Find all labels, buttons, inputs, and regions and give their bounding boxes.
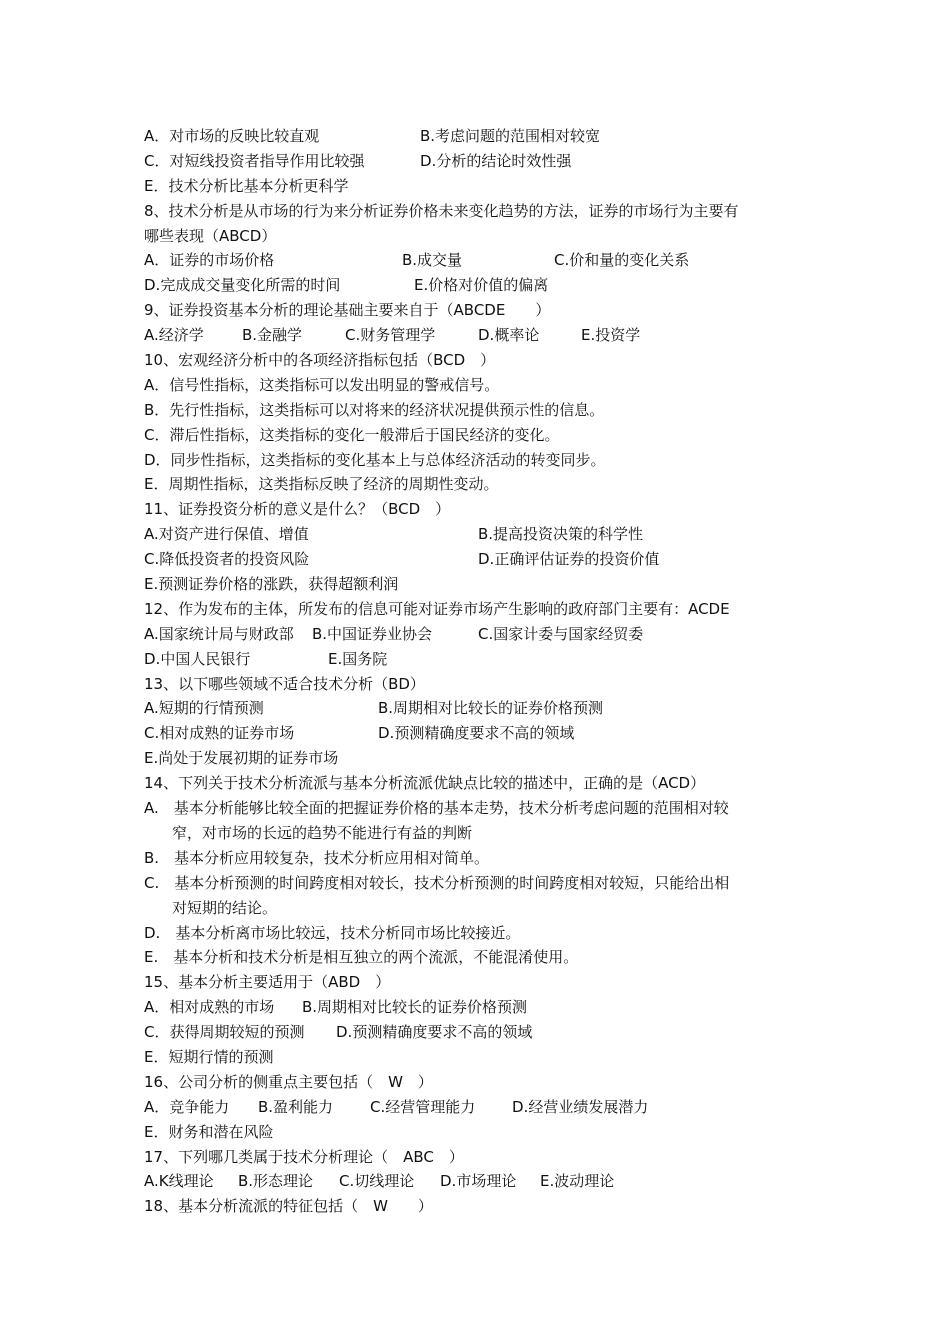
text-line: E. 基本分析和技术分析是相互独立的两个流派，不能混淆使用。 — [144, 948, 579, 967]
text-line: 12、作为发布的主体，所发布的信息可能对证券市场产生影响的政府部门主要有：ACDE — [144, 599, 730, 618]
text-line — [144, 995, 816, 1020]
option-text: D.预测精确度要求不高的领域 — [336, 1023, 533, 1042]
text-line — [144, 647, 816, 672]
option-text: C．对短线投资者指导作用比较强 — [144, 151, 365, 170]
document-body — [144, 124, 816, 1219]
text-line: D. 基本分析离市场比较远，技术分析同市场比较接近。 — [144, 923, 521, 942]
text-line: C. 基本分析预测的时间跨度相对较长，技术分析预测的时间跨度相对较短，只能给出相 — [144, 873, 730, 892]
text-line: C．滞后性指标，这类指标的变化一般滞后于国民经济的变化。 — [144, 425, 560, 444]
text-line — [144, 622, 816, 647]
text-line: E．短期行情的预测 — [144, 1047, 274, 1066]
text-line — [144, 124, 816, 149]
option-text: D.经营业绩发展潜力 — [512, 1097, 649, 1116]
option-text: A.短期的行情预测 — [144, 699, 264, 718]
option-text: D.概率论 — [478, 326, 540, 345]
option-text: B.周期相对比较长的证券价格预测 — [302, 998, 528, 1017]
option-text: D.预测精确度要求不高的领域 — [378, 724, 575, 743]
text-line — [144, 273, 816, 298]
text-line: 哪些表现（ABCD） — [144, 226, 277, 245]
option-text: C.经营管理能力 — [370, 1097, 476, 1116]
option-text: D.市场理论 — [440, 1172, 517, 1191]
text-line: 8、技术分析是从市场的行为来分析证券价格未来变化趋势的方法，证券的市场行为主要有 — [144, 201, 739, 220]
text-line: 17、下列哪几类属于技术分析理论（ ABC ） — [144, 1147, 464, 1166]
option-text: E.国务院 — [328, 649, 388, 668]
option-text: D.中国人民银行 — [144, 649, 251, 668]
text-line — [144, 149, 816, 174]
text-line: E.尚处于发展初期的证券市场 — [144, 749, 339, 768]
option-text: E.投资学 — [581, 326, 641, 345]
option-text: C.降低投资者的投资风险 — [144, 550, 310, 569]
option-text: C.切线理论 — [339, 1172, 415, 1191]
text-line: A．信号性指标，这类指标可以发出明显的警戒信号。 — [144, 375, 500, 394]
text-line: E．财务和潜在风险 — [144, 1122, 274, 1141]
option-text: B.成交量 — [402, 251, 463, 270]
option-text: D.正确评估证券的投资价值 — [478, 550, 660, 569]
option-text: B.周期相对比较长的证券价格预测 — [378, 699, 604, 718]
text-line: 10、宏观经济分析中的各项经济指标包括（BCD ） — [144, 351, 496, 370]
option-text: A.国家统计局与财政部 — [144, 624, 294, 643]
text-line — [144, 1095, 816, 1120]
option-text: A．对市场的反映比较直观 — [144, 127, 320, 145]
option-text: B.盈利能力 — [258, 1097, 334, 1116]
option-text: A.对资产进行保值、增值 — [144, 525, 309, 544]
option-text: C.相对成熟的证券市场 — [144, 724, 295, 743]
text-line — [144, 522, 816, 547]
text-line — [144, 547, 816, 572]
text-line: E．技术分析比基本分析更科学 — [144, 176, 349, 195]
text-line: 对短期的结论。 — [172, 898, 278, 917]
option-text: C.国家计委与国家经贸委 — [478, 624, 644, 643]
option-text: C．获得周期较短的预测 — [144, 1023, 305, 1042]
option-text: B.形态理论 — [238, 1172, 314, 1191]
text-line: 13、以下哪些领域不适合技术分析（BD） — [144, 674, 425, 693]
option-text: B.考虑问题的范围相对较宽 — [420, 127, 601, 145]
text-line: 16、公司分析的侧重点主要包括（ W ） — [144, 1072, 433, 1091]
option-text: A.K线理论 — [144, 1172, 214, 1191]
option-text: E.波动理论 — [540, 1172, 615, 1191]
option-text: A．相对成熟的市场 — [144, 998, 275, 1017]
option-text: B.中国证券业协会 — [312, 624, 433, 643]
text-line — [144, 1020, 816, 1045]
text-line: B. 基本分析应用较复杂，技术分析应用相对简单。 — [144, 848, 490, 867]
text-line: A. 基本分析能够比较全面的把握证券价格的基本走势，技术分析考虑问题的范围相对较 — [144, 799, 729, 818]
option-text: A．证券的市场价格 — [144, 251, 275, 270]
text-line: 14、下列关于技术分析流派与基本分析流派优缺点比较的描述中，正确的是（ACD） — [144, 774, 706, 793]
text-line: 15、基本分析主要适用于（ABD ） — [144, 973, 391, 992]
text-line — [144, 721, 816, 746]
option-text: B.提高投资决策的科学性 — [478, 525, 644, 544]
option-text: C.财务管理学 — [345, 326, 436, 345]
text-line — [144, 248, 816, 273]
text-line: B．先行性指标，这类指标可以对将来的经济状况提供预示性的信息。 — [144, 400, 605, 419]
text-line: 11、证券投资分析的意义是什么？（BCD ） — [144, 500, 451, 519]
text-line: E．周期性指标，这类指标反映了经济的周期性变动。 — [144, 475, 499, 494]
text-line: 9、证券投资基本分析的理论基础主要来自于（ABCDE ） — [144, 301, 551, 320]
option-text: A．竞争能力 — [144, 1097, 230, 1116]
option-text: D.完成成交量变化所需的时间 — [144, 276, 341, 295]
text-line: 窄，对市场的长远的趋势不能进行有益的判断 — [172, 823, 473, 842]
text-line: E.预测证券价格的涨跌，获得超额利润 — [144, 575, 399, 594]
text-line — [144, 696, 816, 721]
option-text: A.经济学 — [144, 326, 204, 345]
option-text: E.价格对价值的偏离 — [414, 276, 549, 295]
text-line — [144, 1169, 816, 1194]
text-line: D．同步性指标，这类指标的变化基本上与总体经济活动的转变同步。 — [144, 450, 606, 469]
option-text: C.价和量的变化关系 — [554, 251, 690, 270]
option-text: B.金融学 — [242, 326, 303, 345]
option-text: D.分析的结论时效性强 — [420, 151, 572, 170]
text-line: 18、基本分析流派的特征包括（ W ） — [144, 1197, 433, 1216]
text-line — [144, 323, 816, 348]
